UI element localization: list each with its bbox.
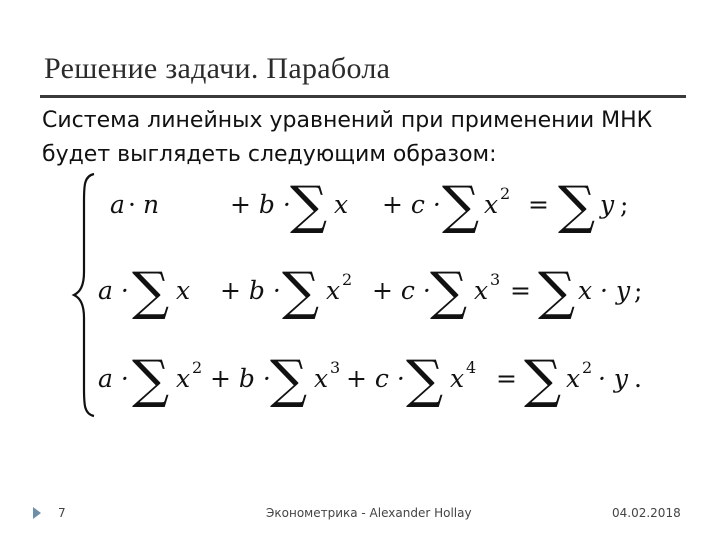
var-x: x <box>474 276 489 305</box>
plus-c: + c · <box>346 364 405 393</box>
exponent: 2 <box>192 358 203 377</box>
plus-b: + b · <box>230 190 291 219</box>
var-x: x <box>176 364 191 393</box>
plus-b: + b · <box>210 364 271 393</box>
sum-symbol: ∑ <box>406 350 444 410</box>
exponent: 2 <box>500 184 511 203</box>
coef-a: a <box>110 190 125 219</box>
period: . <box>634 364 642 393</box>
sum-symbol: ∑ <box>132 262 170 322</box>
var-x: x <box>334 190 349 219</box>
dot: · <box>128 190 136 219</box>
equation-row-1 <box>0 176 720 250</box>
title-underline <box>40 95 686 98</box>
plus-c: + c · <box>372 276 431 305</box>
exponent: 2 <box>582 358 593 377</box>
sum-symbol: ∑ <box>430 262 468 322</box>
page-number: 7 <box>58 506 66 520</box>
intro-text <box>42 104 702 172</box>
var-x: x <box>450 364 465 393</box>
exponent: 2 <box>342 270 353 289</box>
var-x: x <box>484 190 499 219</box>
exponent: 3 <box>490 270 501 289</box>
intro-line-1: Система линейных уравнений при применении МНК <box>42 108 653 133</box>
equation-row-3 <box>0 350 720 424</box>
sum-symbol: ∑ <box>270 350 308 410</box>
semicolon: ; <box>634 276 643 305</box>
var-n: n <box>143 190 160 219</box>
var-xy: x · y <box>578 276 631 305</box>
footer-marker-icon <box>33 507 41 519</box>
exponent: 3 <box>330 358 341 377</box>
equals-sign: = <box>528 190 549 219</box>
plus-b: + b · <box>220 276 281 305</box>
coef-a: a · <box>98 364 129 393</box>
var-x: x <box>176 276 191 305</box>
var-y: · y <box>598 364 629 393</box>
var-x: x <box>314 364 329 393</box>
exponent: 4 <box>466 358 477 377</box>
coef-a: a · <box>98 276 129 305</box>
equation-row-2 <box>0 262 720 336</box>
footer-date: 04.02.2018 <box>612 506 681 520</box>
footer-course: Эконометрика - Alexander Hollay <box>266 506 472 520</box>
var-x: x <box>566 364 581 393</box>
sum-symbol: ∑ <box>538 262 576 322</box>
var-x: x <box>326 276 341 305</box>
var-y: y <box>600 190 615 219</box>
intro-line-2: будет выглядеть следующим образом: <box>42 142 497 167</box>
sum-symbol: ∑ <box>558 176 596 236</box>
equals-sign: = <box>496 364 517 393</box>
sum-symbol: ∑ <box>282 262 320 322</box>
sum-symbol: ∑ <box>524 350 562 410</box>
plus-c: + c · <box>382 190 441 219</box>
sum-symbol: ∑ <box>132 350 170 410</box>
semicolon: ; <box>620 190 629 219</box>
equals-sign: = <box>510 276 531 305</box>
sum-symbol: ∑ <box>290 176 328 236</box>
slide-title: Решение задачи. Парабола <box>44 52 391 85</box>
sum-symbol: ∑ <box>442 176 480 236</box>
